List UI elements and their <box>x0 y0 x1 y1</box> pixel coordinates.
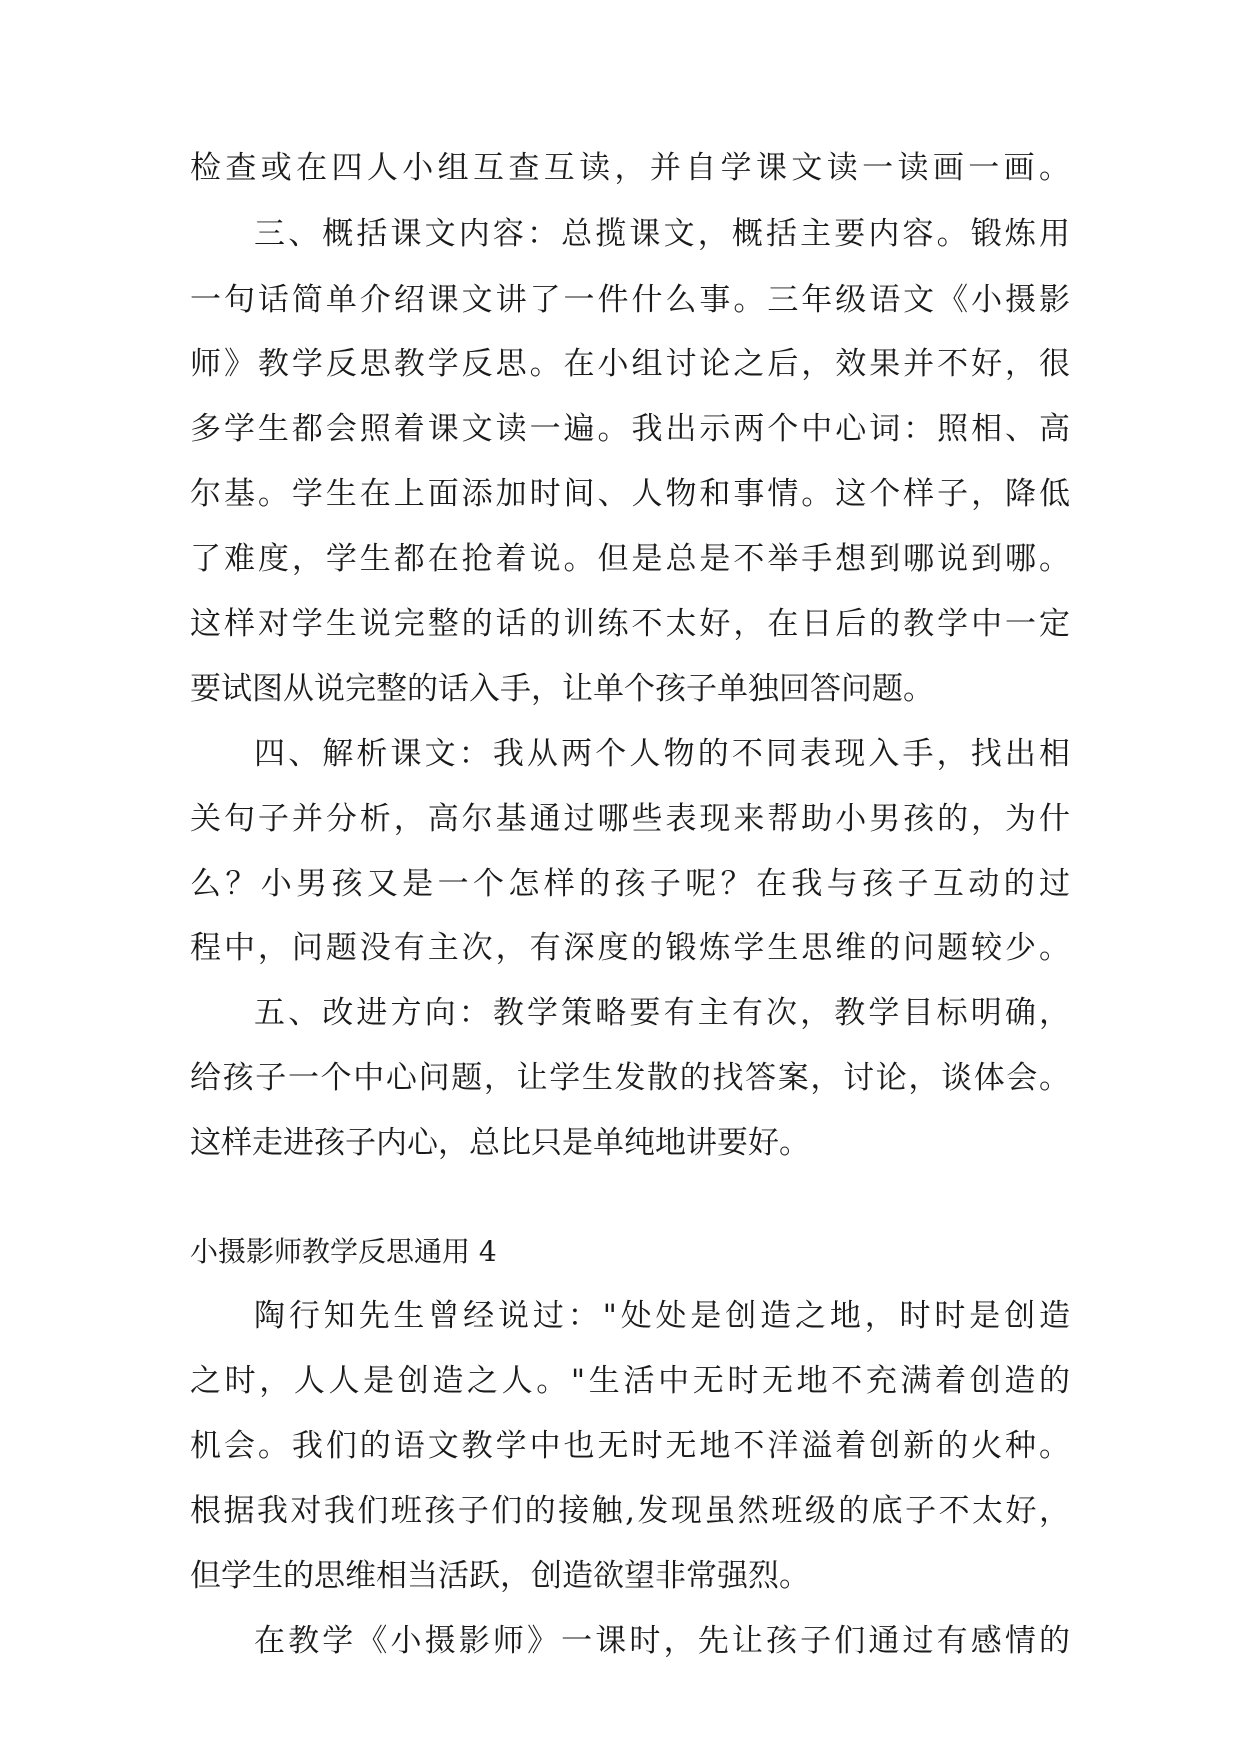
paragraph-line: 这样走进孩子内心，总比只是单纯地讲要好。 <box>190 1125 810 1161</box>
paragraph-line: 陶行知先生曾经说过："处处是创造之地，时时是创造 <box>254 1298 1070 1334</box>
paragraph-line: 尔基。学生在上面添加时间、人物和事情。这个样子，降低 <box>190 476 1070 512</box>
paragraph-line: 三、概括课文内容：总揽课文，概括主要内容。锻炼用 <box>254 216 1070 252</box>
paragraph-line: 程中，问题没有主次，有深度的锻炼学生思维的问题较少。 <box>190 930 1070 966</box>
paragraph-line: 关句子并分析，高尔基通过哪些表现来帮助小男孩的，为什 <box>190 801 1070 837</box>
paragraph-line: 师》教学反思教学反思。在小组讨论之后，效果并不好，很 <box>190 346 1070 382</box>
paragraph-line: 在教学《小摄影师》一课时，先让孩子们通过有感情的 <box>254 1623 1070 1659</box>
paragraph-line: 要试图从说完整的话入手，让单个孩子单独回答问题。 <box>190 671 934 707</box>
paragraph-line: 五、改进方向：教学策略要有主有次，教学目标明确， <box>254 995 1070 1031</box>
paragraph-line: 给孩子一个中心问题，让学生发散的找答案，讨论，谈体会。 <box>190 1060 1070 1096</box>
paragraph-line: 但学生的思维相当活跃，创造欲望非常强烈。 <box>190 1558 810 1594</box>
paragraph-line: 四、解析课文：我从两个人物的不同表现入手，找出相 <box>254 736 1070 772</box>
paragraph-line: 么？小男孩又是一个怎样的孩子呢？在我与孩子互动的过 <box>190 866 1070 902</box>
paragraph-line: 多学生都会照着课文读一遍。我出示两个中心词：照相、高 <box>190 411 1070 447</box>
paragraph-line: 检查或在四人小组互查互读，并自学课文读一读画一画。 <box>190 150 1070 186</box>
paragraph-line: 这样对学生说完整的话的训练不太好，在日后的教学中一定 <box>190 606 1070 642</box>
paragraph-line: 之时，人人是创造之人。"生活中无时无地不充满着创造的 <box>190 1363 1070 1399</box>
paragraph-line: 了难度，学生都在抢着说。但是总是不举手想到哪说到哪。 <box>190 541 1070 577</box>
paragraph-line: 机会。我们的语文教学中也无时无地不洋溢着创新的火种。 <box>190 1428 1070 1464</box>
paragraph-line: 一句话简单介绍课文讲了一件什么事。三年级语文《小摄影 <box>190 282 1070 318</box>
section-heading: 小摄影师教学反思通用 4 <box>190 1235 497 1268</box>
paragraph-line: 根据我对我们班孩子们的接触,发现虽然班级的底子不太好， <box>190 1493 1070 1529</box>
